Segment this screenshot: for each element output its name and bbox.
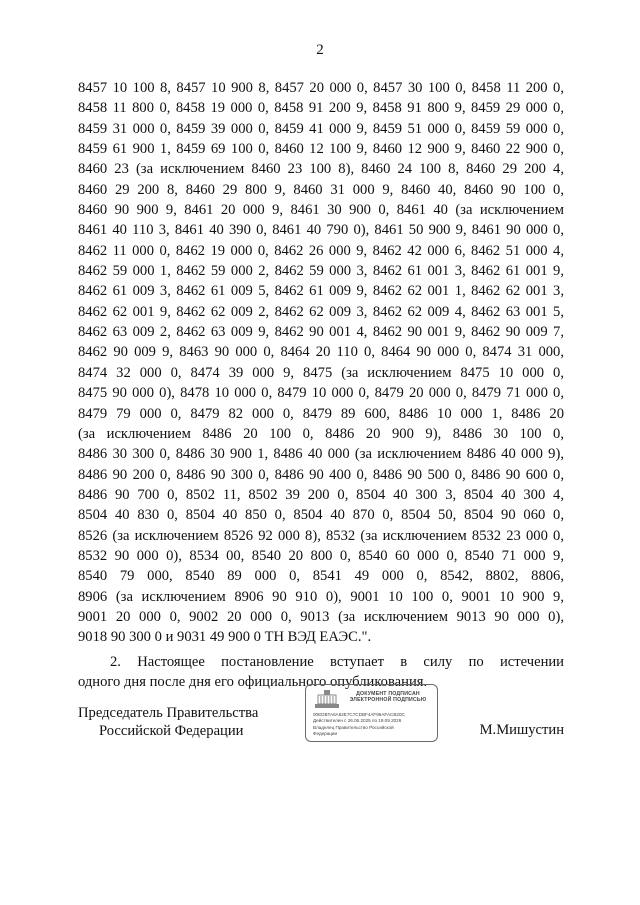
text-line: 8460 29 200 8, 8460 29 800 9, 8460 31 000 9, 8460 40, 8460 90 100 0,: [78, 181, 564, 198]
text-line: 9001 20 000 0, 9002 20 000 0, 9013 (за исключением 9013 90 000 0),: [78, 608, 564, 625]
text-line: 8461 40 110 3, 8461 40 390 0, 8461 40 790 0), 8461 50 900 9, 8461 90 000 0,: [78, 222, 564, 239]
text-line: одного дня после дня его официального опубликования.: [78, 673, 428, 690]
text-line: 8475 90 000 0), 8478 10 000 0, 8479 10 000 0, 8479 20 000 0, 8479 71 000 0,: [78, 385, 564, 402]
certificate-owner-line1: Владелец Правительство Российской: [313, 724, 394, 730]
signatory-title-line2: Российской Федерации: [99, 723, 244, 739]
text-line: 8462 90 009 9, 8463 90 000 0, 8464 20 110 0, 8464 90 000 0, 8474 31 000,: [78, 344, 564, 361]
text-line: 8504 40 830 0, 8504 40 850 0, 8504 40 870 0, 8504 50, 8504 90 060 0,: [78, 507, 564, 524]
text-line: 8462 61 009 3, 8462 61 009 5, 8462 61 009 9, 8462 62 001 1, 8462 62 001 3,: [78, 283, 564, 300]
text-line: 2. Настоящее постановление вступает в силу по истечении: [110, 653, 564, 670]
electronic-signature-stamp: [305, 684, 438, 742]
page-number: 2: [316, 42, 324, 58]
certificate-number: 00EDBTA6A62E7C7CDBF4AF96AFACB20C: [313, 712, 405, 717]
stamp-heading-line2: ЭЛЕКТРОННОЙ ПОДПИСЬЮ: [349, 697, 427, 703]
text-line: 8462 59 000 1, 8462 59 000 2, 8462 59 000 3, 8462 61 001 3, 8462 61 001 9,: [78, 263, 564, 280]
text-line: 8462 63 009 2, 8462 63 009 9, 8462 90 001 4, 8462 90 001 9, 8462 90 009 7,: [78, 324, 564, 341]
text-line: 8486 90 700 0, 8502 11, 8502 39 200 0, 8504 40 300 3, 8504 40 300 4,: [78, 486, 564, 503]
certificate-owner-line2: Федерации: [313, 731, 338, 737]
text-line: 8457 10 100 8, 8457 10 900 8, 8457 20 000 0, 8457 30 100 0, 8458 11 200 0,: [78, 80, 564, 96]
text-line: 8459 31 000 0, 8459 39 000 0, 8459 41 000 9, 8459 51 000 0, 8459 59 000 0,: [78, 120, 564, 137]
text-line: 8532 90 000 0), 8534 00, 8540 20 800 0, 8540 60 000 0, 8540 71 000 9,: [78, 547, 564, 564]
text-line: (за исключением 8486 20 100 0, 8486 20 900 9), 8486 30 100 0,: [78, 425, 564, 442]
text-line: 8460 90 900 9, 8461 20 000 9, 8461 30 900 0, 8461 40 (за исключением: [78, 202, 564, 219]
tariff-codes-paragraph: [78, 78, 564, 648]
text-line: 8486 90 200 0, 8486 90 300 0, 8486 90 400 0, 8486 90 500 0, 8486 90 600 0,: [78, 466, 564, 483]
signatory-title-line1: Председатель Правительства: [78, 705, 259, 721]
stamp-heading-line1: ДОКУМЕНТ ПОДПИСАН: [356, 691, 420, 697]
text-line: 8462 62 001 9, 8462 62 009 2, 8462 62 009 3, 8462 62 009 4, 8462 63 001 5,: [78, 303, 564, 320]
text-line: 8906 (за исключением 8906 90 910 0), 9001 10 100 0, 9001 10 900 9,: [78, 588, 564, 605]
text-line: 8479 79 000 0, 8479 82 000 0, 8479 89 600, 8486 10 000 1, 8486 20: [78, 405, 564, 422]
signatory-name: М.Мишустин: [479, 722, 564, 738]
text-line: 8526 (за исключением 8526 92 000 8), 8532 (за исключением 8532 23 000 0,: [78, 527, 564, 544]
text-line: 8458 11 800 0, 8458 19 000 0, 8458 91 200 9, 8458 91 800 9, 8459 29 000 0,: [78, 100, 564, 117]
text-line: 8474 32 000 0, 8474 39 000 9, 8475 (за исключением 8475 10 000 0,: [78, 364, 564, 381]
text-line: 8462 11 000 0, 8462 19 000 0, 8462 26 000 9, 8462 42 000 6, 8462 51 000 4,: [78, 242, 564, 259]
text-line: 8540 79 000, 8540 89 000 0, 8541 49 000 0, 8542, 8802, 8806,: [78, 568, 564, 585]
coat-of-arms-icon: [314, 689, 340, 709]
stamp-heading: [342, 691, 434, 703]
text-line: 9018 90 300 0 и 9031 49 900 0 ТН ВЭД ЕАЭС.".: [78, 629, 372, 646]
text-line: 8459 61 900 1, 8459 69 100 0, 8460 12 100 9, 8460 12 900 9, 8460 22 900 0,: [78, 141, 564, 158]
certificate-validity: Действителен с 26.06.2025 по 19.09.2026: [313, 718, 402, 724]
text-line: 8460 23 (за исключением 8460 23 100 8), 8460 24 100 8, 8460 29 200 4,: [78, 161, 564, 178]
document-body: [78, 78, 564, 692]
stamp-details: [313, 712, 435, 738]
signatory-title: [78, 704, 258, 740]
text-line: 8486 30 300 0, 8486 30 900 1, 8486 40 000 (за исключением 8486 40 000 9),: [78, 446, 564, 463]
